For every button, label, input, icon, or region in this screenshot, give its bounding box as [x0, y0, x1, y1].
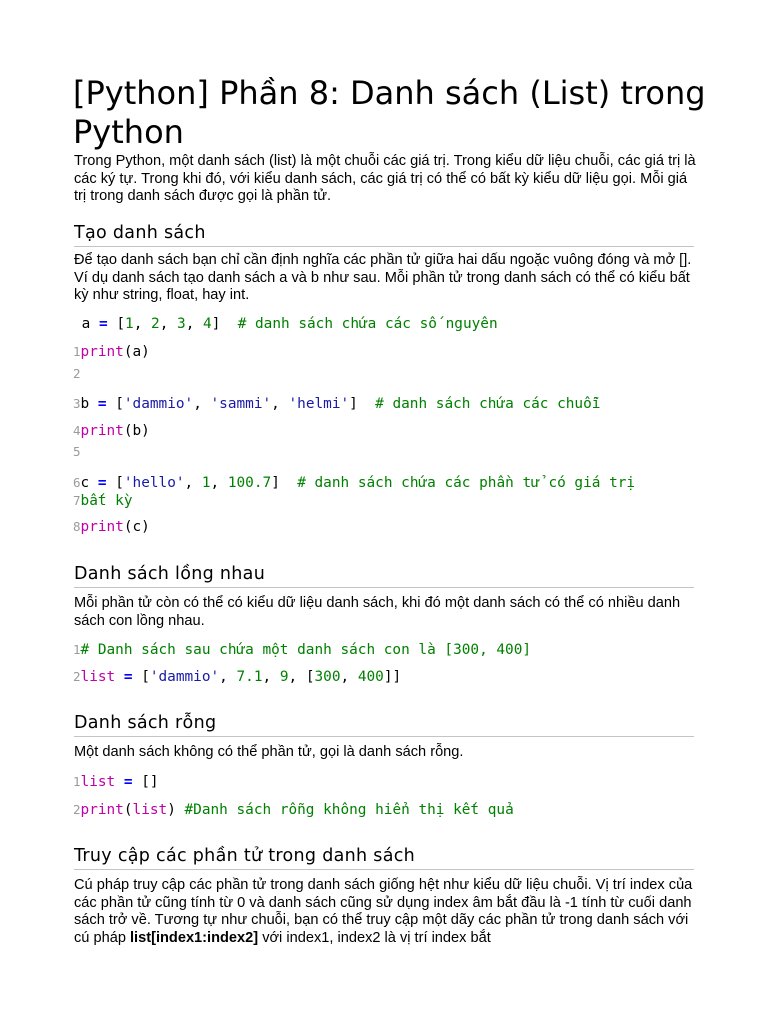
- code-line: a = [1, 2, 3, 4] # danh sách chứa các số nguyên: [81, 316, 498, 332]
- line-number: 2: [73, 366, 81, 381]
- code-line: 8print(c): [73, 519, 150, 535]
- nested-list-paragraph: Mỗi phần tử còn có thể có kiểu dữ liệu danh sách, khi đó một danh sách có thể có nhiều danh sách con lồng nhau.: [74, 595, 681, 629]
- line-number: 1: [73, 344, 81, 359]
- code-line: 1# Danh sách sau chứa một danh sách con là [300, 400]: [73, 642, 532, 658]
- heading-empty-list: Danh sách rỗng: [74, 712, 694, 737]
- create-list-paragraph: Để tạo danh sách bạn chỉ cần định nghĩa các phần tử giữa hai dấu ngoặc vuông đóng và mở []. Ví dụ danh sách tạo danh sách a và b như sau. Mỗi phần tử trong danh sách có thể có kiểu bất kỳ như string, float, hay int.: [74, 252, 692, 303]
- heading-nested-list: Danh sách lồng nhau: [74, 563, 694, 588]
- line-number: 3: [73, 396, 81, 411]
- page-title: [Python] Phần 8: Danh sách (List) trong Python: [73, 74, 706, 151]
- code-line: 2list = ['dammio', 7.1, 9, [300, 400]]: [73, 669, 402, 685]
- line-number: 1: [73, 642, 81, 657]
- code-line: 7bất kỳ: [73, 493, 133, 509]
- heading-create-list: Tạo danh sách: [74, 222, 694, 247]
- line-number: 2: [73, 802, 81, 817]
- code-line: 1list = []: [73, 774, 159, 790]
- code-line: [73, 443, 713, 461]
- code-line: 2print(list) #Danh sách rỗng không hiển thị kết quả: [73, 802, 514, 818]
- code-line: [73, 365, 713, 383]
- line-number: 6: [73, 475, 81, 490]
- code-line: 1print(a): [73, 344, 150, 360]
- line-number: 2: [73, 669, 81, 684]
- line-number: 8: [73, 519, 81, 534]
- line-number: 4: [73, 423, 81, 438]
- line-number: 1: [73, 774, 81, 789]
- intro-paragraph: Trong Python, một danh sách (list) là một chuỗi các giá trị. Trong kiểu dữ liệu chuỗi, các giá trị là các ký tự. Trong khi đó, với kiểu danh sách, các giá trị có thể có bất kỳ kiểu dữ liệu gọi. Mỗi giá trị trong danh sách được gọi là phần tử.: [74, 153, 696, 204]
- code-line: 3b = ['dammio', 'sammi', 'helmi'] # danh sách chứa các chuỗi: [73, 396, 601, 412]
- syntax-bold: list[index1:index2]: [130, 929, 259, 946]
- line-number: 7: [73, 493, 81, 508]
- heading-access-elements: Truy cập các phần tử trong danh sách: [74, 845, 694, 870]
- empty-list-paragraph: Một danh sách không có thể phần tử, gọi là danh sách rỗng.: [74, 744, 464, 760]
- access-elements-paragraph: Cú pháp truy cập các phần tử trong danh sách giống hệt như kiểu dữ liệu chuỗi. Vị trí index của các phần tử cũng tính từ 0 và danh sách cũng sử dụng index âm bắt đầu là -1 tính từ cuối danh sách trở về. Tương tự như chuỗi, bạn có thể truy cập một dãy các phần tử trong danh sách với cú pháp list[index1:index2] với index1, index2 là vị trí index bắt: [74, 877, 693, 946]
- line-number: 5: [73, 444, 81, 459]
- code-line: 4print(b): [73, 423, 150, 439]
- code-line: 6c = ['hello', 1, 100.7] # danh sách chứa các phần tử có giá trị: [73, 475, 636, 491]
